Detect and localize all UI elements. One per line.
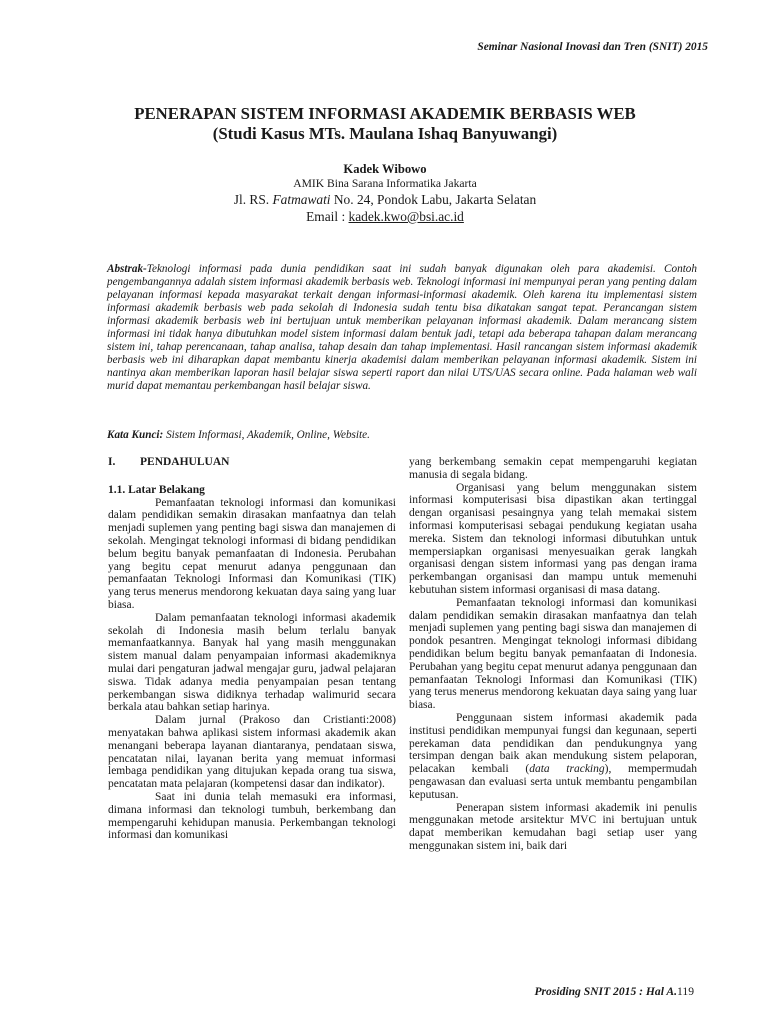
paper-title: PENERAPAN SISTEM INFORMASI AKADEMIK BERBASIS WEB [134,104,636,123]
author-name: Kadek Wibowo [343,162,427,176]
author-affiliation: AMIK Bina Sarana Informatika Jakarta [293,177,477,190]
page-number: 119 [677,985,694,998]
abstract-text: Teknologi informasi pada dunia pendidikan saat ini sudah banyak digunakan oleh para akademisi. Contoh pengembangannya adalah sistem informasi akademik berbasis web. Teknologi informasi ini mempunyai peran yang penting dalam pelayanan informasi kepada masyarakat terkait dengan informasi-informasi akademik. Oleh karena itu implementasi sistem informasi akademik berbasis web pada sekolah di Indonesia sudah tentu bisa dikatakan sangat tepat. Perancangan sistem informasi akademik berbasis web ini bertujuan untuk memberikan pelayanan informasi akademik. Dalam merancang sistem informasi ini tidak hanya dibutuhkan model sistem informasi dalam bentuk jadi, tetapi ada beberapa tahapan dalam merancang sistem ini, tahap perencanaan, tahap analisa, tahap desain dan tahap implementasi. Hasil rancangan sistem informasi akademik berbasis web ini diharapkan dapat membantu kinerja akademisi dalam memberikan pelayanan informasi akademik. Sistem ini nantinya akan memberikan laporan hasil belajar siswa seperti raport dan nilai UTS/UAS secara online. Pada halaman web wali murid dapat memantau perkembangan hasil belajar siswa. [107,263,697,392]
paragraph: yang berkembang semakin cepat mempengaruhi kegiatan manusia di segala bidang. [409,456,697,481]
paragraph: Organisasi yang belum menggunakan sistem informasi komputerisasi bisa dipastikan akan tertinggal dengan organisasi pesaingnya yang telah memakai sistem informasi komputerisasi sebagai pendukung kegiatan usaha mereka. Sistem dan teknologi informasi dibutuhkan untuk mempersiapkan organisasi menyesuaikan gerak langkah organisasi dengan sistem informasi yang pas dengan irama perkembangan organisasi dan mampu untuk memenuhi kebutuhan sistem informasi organisasi di masa datang. [409,481,697,596]
keywords-label: Kata Kunci: [107,429,164,441]
page-footer [534,985,694,998]
right-column [409,456,697,853]
paragraph: Pemanfaatan teknologi informasi dan komunikasi dalam pendidikan semakin dirasakan manfaatnya dan telah menjadi suplemen yang penting bagi siswa dan manajemen di sekolah. Mengingat teknologi informasi di bidang pendidikan belum begitu banyak pemanfaatan di Indonesia. Perubahan yang begitu cepat menurut adanya penggunaan dan pemanfaatan Teknologi Informasi dan Komunikasi (TIK) yang terus menerus mendorong kekuatan daya saing yang luar biasa. [108,496,396,611]
paper-subtitle: (Studi Kasus MTs. Maulana Ishaq Banyuwangi) [212,124,558,143]
address-prefix: Jl. RS. [233,192,273,207]
section-heading [108,456,396,469]
keywords [107,429,697,442]
section-title: PENDAHULUAN [140,456,230,468]
email-label: Email : [306,209,349,224]
address-italic: Fatmawati [272,192,331,207]
section-number: I. [108,456,116,468]
italic-term: data tracking [529,763,605,776]
paragraph: Pemanfaatan teknologi informasi dan komunikasi dalam pendidikan semakin dirasakan manfaatnya dan telah menjadi suplemen yang penting bagi siswa dan manajemen di pondok pesantren. Mengingat teknologi informasi dibidang pendidikan belum begitu banyak pemanfaatan di Indonesia. Perubahan yang begitu cepat menurut adanya penggunaan dan pemanfaatan Teknologi Informasi dan Komunikasi (TIK) yang terus menerus mendorong kekuatan daya saing yang luar biasa. [409,596,697,712]
paragraph-text: ), mempermudah pengawasan dan evaluasi serta untuk membantu pengambilan keputusan. [409,763,697,801]
paragraph: Dalam pemanfaatan teknologi informasi akademik sekolah di Indonesia masih belum terlalu banyak memanfaatkannya. Banyak hal yang masih menggunakan sistem manual dalam penyampaian informasi akademiknya mulai dari pengaturan jadwal mengajar guru, jadwal pelajaran siswa. Tidak adanya media penyampaian pesan tentang perkembangan siswa didiknya terhadap walimurid secara berkala atau bahkan setiap harinya. [108,611,396,714]
left-column [108,456,396,842]
abstract [107,263,697,393]
paragraph: Dalam jurnal (Prakoso dan Cristianti:2008) menyatakan bahwa aplikasi sistem informasi akademik akan menangani beberapa layanan diantaranya, pendataan siswa, pencatatan nilai, layanan berita yang memuat informasi lembaga pendidikan yang ditujukan kepada orang tua siswa, pencatatan mata pelajaran (kompetensi dasar dan indikator). [108,714,396,791]
paragraph: Saat ini dunia telah memasuki era informasi, dimana informasi dan teknologi tumbuh, berkembang dan mempengaruhi kehidupan manusia. Perkembangan teknologi informasi dan komunikasi [108,790,396,842]
address-suffix: No. 24, Pondok Labu, Jakarta Selatan [330,192,537,207]
keywords-text: Sistem Informasi, Akademik, Online, Website. [163,429,370,441]
paragraph [409,712,697,802]
running-head: Seminar Nasional Inovasi dan Tren (SNIT) 2015 [477,41,708,53]
author-email-line [60,208,710,225]
footer-label: Prosiding SNIT 2015 : Hal A. [534,985,678,998]
subsection-heading: 1.1. Latar Belakang [108,483,205,496]
paragraph-text: Penggunaan sistem informasi akademik pada institusi pendidikan mempunyai fungsi dan kegunaan, seperti perekaman data pendidikan dan pendukungnya yang tersimpan dengan baik akan mendukung sistem pelaporan, pelacakan kembali ( [409,711,697,776]
abstract-label: Abstrak- [107,263,147,275]
title-block [60,104,710,225]
email-link[interactable]: kadek.kwo@bsi.ac.id [348,209,464,224]
author-address [60,191,710,208]
paragraph: Penerapan sistem informasi akademik ini penulis menggunakan metode arsitektur MVC ini bertujuan untuk dapat memberikan kemudahan bagi setiap user yang menggunakan sistem ini, baik dari [409,801,697,852]
